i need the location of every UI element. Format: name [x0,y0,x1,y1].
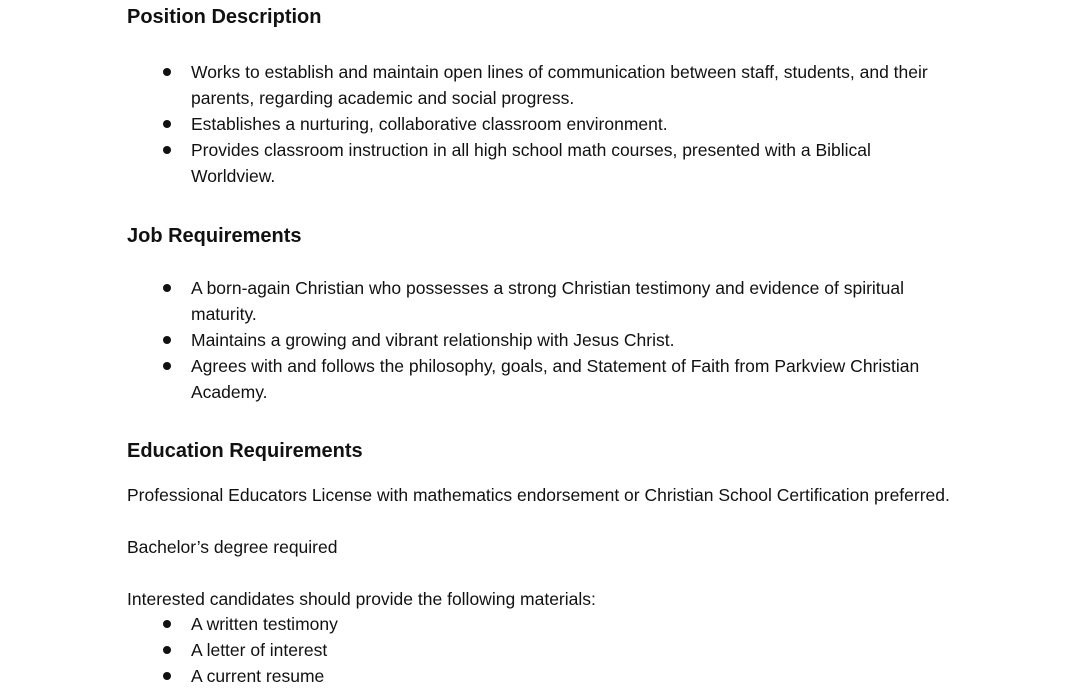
position-description-heading: Position Description [127,6,322,28]
list-item-text: Works to establish and maintain open lines of communication between staff, students, and their parents, regarding academic and social progress. [191,62,928,108]
list-item [127,611,951,637]
list-item-text: A current resume [191,666,325,686]
bullet-icon [163,284,171,292]
bullet-icon [163,68,171,76]
job-requirements-heading: Job Requirements [127,225,302,247]
list-item-text: Maintains a growing and vibrant relationship with Jesus Christ. [191,330,675,350]
list-item-text: A written testimony [191,614,338,634]
bullet-icon [163,120,171,128]
education-requirements-heading: Education Requirements [127,440,363,462]
bullet-icon [163,620,171,628]
list-item [127,275,951,327]
degree-paragraph: Bachelor’s degree required [127,537,338,557]
list-item [127,663,951,689]
position-description-list [127,59,951,189]
list-item [127,111,951,137]
job-requirements-list [127,275,951,405]
list-item-text: A letter of interest [191,640,328,660]
list-item [127,327,951,353]
bullet-icon [163,362,171,370]
list-item-text: Establishes a nurturing, collaborative classroom environment. [191,114,668,134]
application-materials-list [127,611,951,689]
list-item [127,137,951,189]
list-item [127,637,951,663]
bullet-icon [163,672,171,680]
list-item-text: A born-again Christian who possesses a strong Christian testimony and evidence of spiritual maturity. [191,278,905,324]
license-paragraph: Professional Educators License with mathematics endorsement or Christian School Certification preferred. [127,485,950,505]
bullet-icon [163,336,171,344]
list-item [127,353,951,405]
bullet-icon [163,646,171,654]
list-item [127,59,951,111]
bullet-icon [163,146,171,154]
list-item-text: Provides classroom instruction in all high school math courses, presented with a Biblical Worldview. [191,140,871,186]
application-intro: Interested candidates should provide the following materials: [127,589,596,609]
list-item-text: Agrees with and follows the philosophy, goals, and Statement of Faith from Parkview Christian Academy. [191,356,920,402]
